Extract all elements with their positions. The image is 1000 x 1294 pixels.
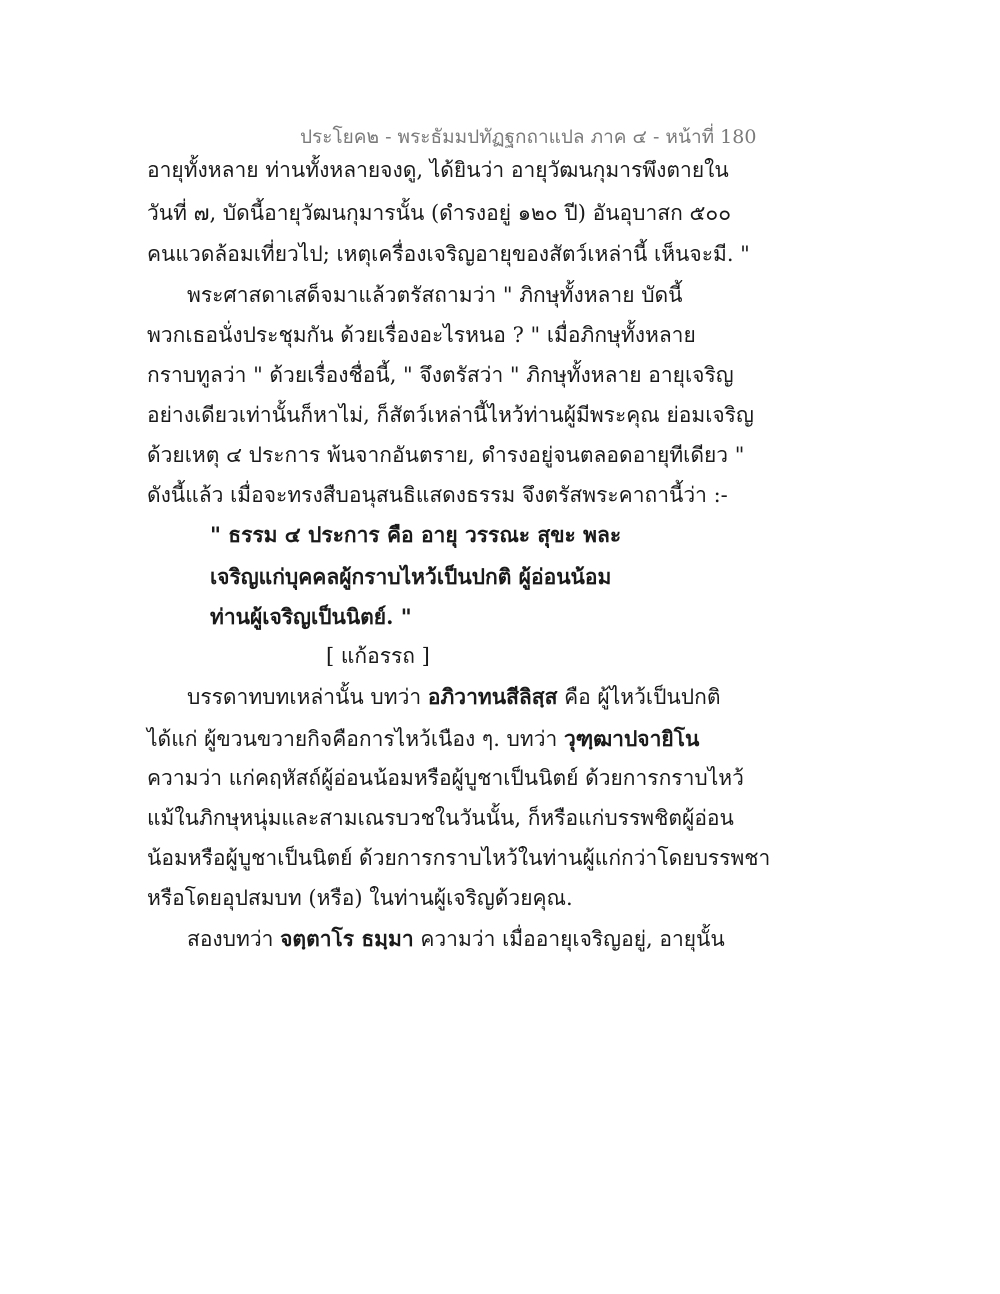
verse-line: ท่านผู้เจริญเป็นนิตย์. ": [210, 604, 412, 629]
text-line: กราบทูลว่า " ด้วยเรื่องชื่อนี้, " จึงตรัสว่า " ภิกษุทั้งหลาย อายุเจริญ: [147, 363, 734, 387]
text-line: พระศาสดาเสด็จมาแล้วตรัสถามว่า " ภิกษุทั้งหลาย บัดนี้: [187, 283, 683, 307]
text-line: อย่างเดียวเท่านั้นก็หาไม่, ก็สัตว์เหล่านี้ไหว้ท่านผู้มีพระคุณ ย่อมเจริญ: [147, 403, 754, 427]
text-line: ด้วยเหตุ ๔ ประการ พ้นจากอันตราย, ดำรงอยู่จนตลอดอายุทีเดียว ": [147, 443, 745, 467]
section-label: [ แก้อรรถ ]: [326, 644, 430, 668]
text-line: อายุทั้งหลาย ท่านทั้งหลายจงดู, ได้ยินว่า อายุวัฒนกุมารพึงตายใน: [147, 158, 729, 182]
text-line: ดังนี้แล้ว เมื่อจะทรงสืบอนุสนธิแสดงธรรม จึงตรัสพระคาถานี้ว่า :-: [147, 483, 728, 507]
text-span: ความว่า เมื่ออายุเจริญอยู่, อายุนั้น: [413, 927, 725, 951]
text-line: ความว่า แก่คฤหัสถ์ผู้อ่อนน้อมหรือผู้บูชาเป็นนิตย์ ด้วยการกราบไหว้: [147, 766, 744, 790]
verse-line: เจริญแก่บุคคลผู้กราบไหว้เป็นปกติ ผู้อ่อนน้อม: [210, 564, 612, 589]
text-span: บรรดาทบทเหล่านั้น บทว่า: [187, 685, 428, 709]
text-span: คือ ผู้ไหว้เป็นปกติ: [557, 685, 721, 709]
text-span: สองบทว่า: [187, 927, 281, 951]
text-line: พวกเธอนั่งประชุมกัน ด้วยเรื่องอะไรหนอ ? " เมื่อภิกษุทั้งหลาย: [147, 323, 696, 347]
page-header: ประโยค๒ - พระธัมมปทัฏฐกถาแปล ภาค ๔ - หน้าที่ 180: [300, 126, 757, 148]
text-line: วันที่ ๗, บัดนี้อายุวัฒนกุมารนั้น (ดำรงอยู่ ๑๒๐ ปี) อันอุบาสก ๕๐๐: [147, 201, 732, 225]
text-span: ได้แก่ ผู้ขวนขวายกิจคือการไหว้เนือง ๆ. บทว่า: [147, 727, 564, 751]
text-line: [147, 728, 699, 750]
text-line: แม้ในภิกษุหนุ่มและสามเณรบวชในวันนั้น, ก็หรือแก่บรรพชิตผู้อ่อน: [147, 806, 734, 830]
bold-term: อภิวาทนสีลิสฺส: [427, 684, 558, 709]
text-line: [187, 928, 725, 950]
verse-line: " ธรรม ๔ ประการ คือ อายุ วรรณะ สุขะ พละ: [210, 522, 622, 547]
bold-term: วุฑฺฒาปจายิโน: [563, 726, 700, 751]
text-line: คนแวดล้อมเที่ยวไป; เหตุเครื่องเจริญอายุของสัตว์เหล่านี้ เห็นจะมี. ": [147, 242, 750, 266]
text-line: หรือโดยอุปสมบท (หรือ) ในท่านผู้เจริญด้วยคุณ.: [147, 886, 573, 910]
bold-term: จตฺตาโร ธมฺมา: [280, 926, 414, 951]
text-line: [187, 686, 720, 708]
text-line: น้อมหรือผู้บูชาเป็นนิตย์ ด้วยการกราบไหว้ในท่านผู้แก่กว่าโดยบรรพชา: [147, 846, 771, 870]
